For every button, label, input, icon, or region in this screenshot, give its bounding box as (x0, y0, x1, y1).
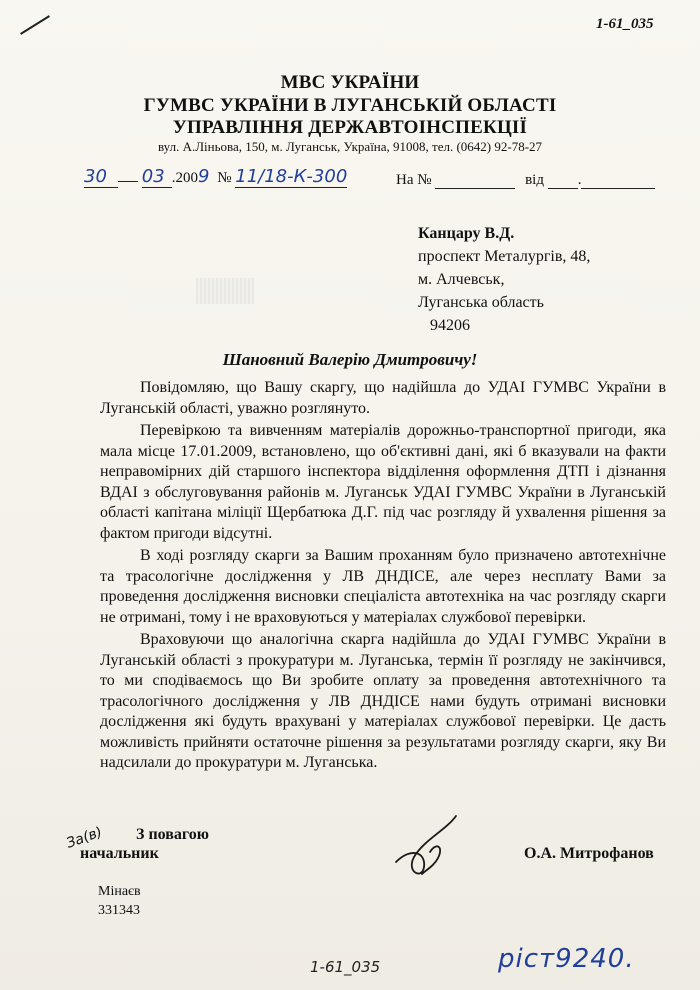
recipient-block (418, 222, 590, 337)
registration-number-handwritten: ріст9240. (498, 944, 635, 974)
closing-phrase: З повагою (136, 826, 209, 843)
recipient-name: Канцару В.Д. (418, 225, 515, 242)
outgoing-month: 03 (142, 166, 172, 188)
incoming-from-label: від (525, 172, 544, 188)
header-address: вул. А.Ліньова, 150, м. Луганськ, Україна, 91008, тел. (0642) 92-78-27 (157, 139, 543, 154)
letter-body (100, 378, 666, 776)
faint-stamp-smudge (196, 278, 254, 304)
recipient-city: м. Алчевськ, (418, 271, 505, 288)
outgoing-number: 11/18-К-300 (235, 166, 348, 187)
incoming-number-blank (435, 174, 515, 189)
executor-block (98, 882, 141, 920)
incoming-reference (396, 172, 655, 189)
executor-phone: 331343 (98, 903, 140, 918)
signer-name: О.А. Митрофанов (524, 845, 654, 862)
header-department: ГУМВС УКРАЇНИ В ЛУГАНСЬКІЙ ОБЛАСТІ (143, 95, 557, 116)
registration-code-handwritten: 1-61_035 (310, 958, 381, 976)
greeting: Шановний Валерію Дмитровичу! (222, 350, 478, 369)
signature-icon (386, 812, 466, 882)
header-directorate: УПРАВЛІННЯ ДЕРЖАВТОІНСПЕКЦІЇ (172, 117, 528, 138)
incoming-from-dot: . (577, 172, 582, 188)
outgoing-date-number: 30 03 .2009 № 11/18-К-300 (84, 166, 348, 187)
position-handwritten-note: За(в) (64, 824, 105, 852)
incoming-label: На № (396, 172, 432, 188)
corner-pen-mark (20, 15, 50, 35)
recipient-postcode: 94206 (430, 317, 470, 334)
paragraph-3: В ході розгляду скарги за Вашим проханням було призначено автотехнічне та трасологічне дослідження у ЛВ ДНДІСЕ, але через несплату Вами за проведення дослідження висновки спеціаліста автотехніка на час розгляду скарги не отримані, тому і не враховуються у матеріалах службової перевірки. (100, 547, 666, 626)
paragraph-2: Перевіркою та вивченням матеріалів дорожньо-транспортної пригоди, яка мала місце 17.01.2009, встановлено, що об'єктивні дані, які б вказували на факти неправомірних дій старшого інспектора відділення оформлення ДТП і дізнання ВДАІ з обслуговування районів м. Луганськ УДАІ ГУМВС України в Луганській області капітана міліції Щербатюка Д.Г. під час розгляду й ухвалення рішення за фактом пригоди відсутні. (100, 422, 666, 542)
outgoing-day: 30 (84, 166, 118, 188)
signer-position: начальник (80, 845, 159, 862)
outgoing-year-suffix: 9 (198, 166, 210, 187)
header-ministry: МВС УКРАЇНИ (280, 72, 420, 93)
recipient-region: Луганська область (418, 294, 544, 311)
paragraph-1: Повідомляю, що Вашу скаргу, що надійшла до УДАІ ГУМВС України в Луганській області, уважно розглянуто. (100, 379, 666, 417)
paragraph-4: Враховуючи що аналогічна скарга надійшла до УДАІ ГУМВС України в Луганській області з прокуратури м. Луганська, термін її розгляду не закінчився, то ми сподіваємось що Ви зробите оплату за проведення автотехнічного та трасологічного дослідження у ЛВ ДНДІСЕ нами будуть отримані висновки дослідження які будуть врахувані у матеріалах службової перевірки. Це дасть можливість прийняти остаточне рішення за результатами розгляду скарги, яку Ви надсилали до прокуратури м. Луганська. (100, 631, 666, 771)
recipient-street: проспект Металургів, 48, (418, 248, 591, 265)
outgoing-number-label: № (217, 170, 232, 186)
outgoing-year-prefix: 200 (175, 170, 198, 186)
executor-name: Мінаєв (98, 884, 141, 899)
corner-archive-code: 1-61_035 (596, 16, 654, 32)
